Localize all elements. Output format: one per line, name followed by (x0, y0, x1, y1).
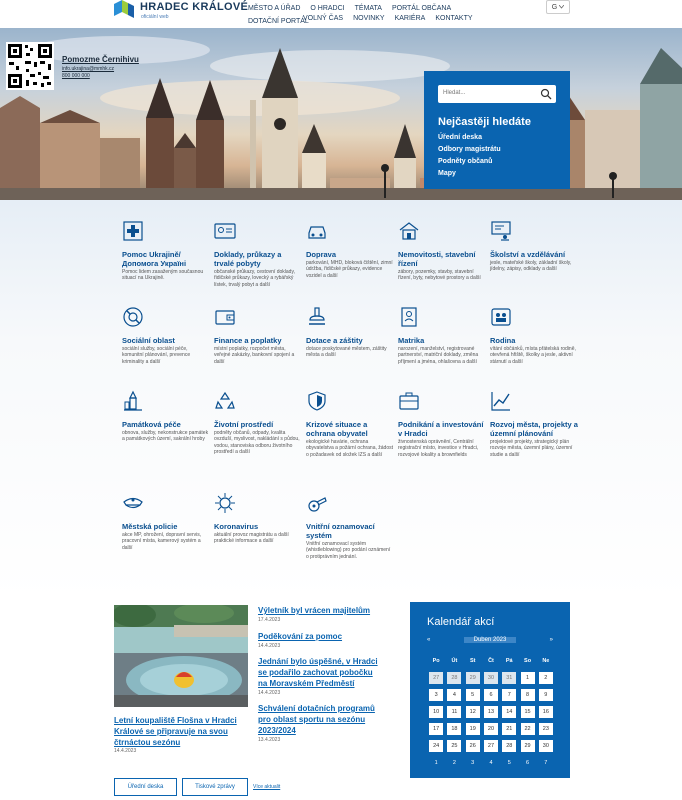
tile-description: dotace poskytované městem, záštity města a další (306, 346, 387, 359)
uredni-deska-button[interactable]: Úřední deska (114, 778, 177, 796)
news-item-title[interactable]: Výletník byl vrácen majitelům (258, 606, 371, 615)
calendar-day-cell[interactable] (464, 737, 482, 754)
calendar-day-cell[interactable] (537, 720, 555, 737)
calendar-day-cell[interactable] (500, 669, 518, 686)
lifebuoy-icon (122, 306, 144, 328)
calendar-week-row (427, 737, 555, 754)
tile-description: místní poplatky, rozpočet města, veřejné zakázky, bankovní spojení a další (214, 346, 295, 365)
help-ukraine-email[interactable]: info.ukrajina@mmhk.cz (62, 66, 115, 72)
calendar-weekday-row (427, 652, 555, 669)
panel-title: Nejčastěji hledáte (438, 116, 531, 128)
whistle-icon (306, 492, 328, 514)
tile-krizove-situace[interactable] (306, 390, 394, 458)
weekday-label: Út (451, 657, 458, 664)
main-news-date: 14.4.2023 (114, 748, 137, 754)
tile-title: Koronavirus (214, 522, 259, 531)
calendar-day-cell[interactable] (537, 686, 555, 703)
calendar-day-number: 29 (521, 740, 535, 752)
tile-description: sociální služby, sociální péče, komunitní plánování, prevence kriminality a další (122, 346, 191, 365)
more-news-link[interactable]: Více aktualit (253, 784, 281, 790)
news-item-date: 14.4.2023 (258, 690, 281, 696)
calendar-day-cell[interactable] (427, 737, 445, 754)
language-select[interactable] (546, 0, 570, 14)
calendar-day-cell[interactable] (464, 720, 482, 737)
qr-code-icon[interactable] (6, 42, 54, 90)
weekday-label: Po (432, 657, 440, 664)
news-item-title[interactable]: Schválení dotačních programů pro oblast sportu na sezónu 2023/2024 (258, 704, 375, 735)
calendar-day-number: 26 (466, 740, 480, 752)
calendar-day-number: 28 (447, 672, 461, 684)
news-item-date: 13.4.2023 (258, 737, 281, 743)
tile-vnitrni-oznamovaci-system[interactable] (306, 492, 394, 560)
calendar-day-cell[interactable] (482, 720, 500, 737)
calendar-day-number: 4 (447, 689, 461, 701)
nav-item-kariera[interactable]: KARIÉRA (394, 15, 426, 22)
calendar-day-number: 27 (484, 740, 498, 752)
tile-rodina[interactable] (490, 306, 578, 365)
help-ukraine-title[interactable]: Pomozme Černihivu (62, 55, 139, 64)
calendar-day-number: 3 (429, 689, 443, 701)
calendar-day-cell[interactable] (464, 686, 482, 703)
tile-nemovitosti[interactable] (398, 220, 486, 282)
stamp-icon (306, 306, 328, 328)
tile-finance[interactable] (214, 306, 302, 365)
calendar-day-cell[interactable] (445, 737, 463, 754)
main-news-image[interactable] (114, 605, 248, 707)
news-item-date: 17.4.2023 (258, 617, 281, 623)
calendar-day-cell[interactable] (537, 669, 555, 686)
tile-title: Doprava (306, 250, 337, 259)
calendar-day-number: 17 (429, 723, 443, 735)
chevron-down-icon (559, 5, 564, 9)
search-field[interactable] (438, 85, 556, 103)
language-select-label: G (551, 3, 558, 11)
search-panel (424, 71, 570, 189)
quick-link-odbory[interactable]: Odbory magistrátu (438, 146, 501, 153)
tile-title: Sociální oblast (122, 336, 175, 345)
tile-description: projektové projekty, strategický plán rozvoje města, územní plány, územní studie a další (490, 439, 573, 458)
calendar-day-number: 2 (539, 672, 553, 684)
calendar-day-number: 8 (521, 689, 535, 701)
chart-line-icon (490, 390, 512, 412)
events-calendar (410, 602, 570, 778)
calendar-day-cell[interactable] (500, 686, 518, 703)
weekday-label: Ne (542, 657, 550, 664)
calendar-day-cell[interactable] (518, 720, 536, 737)
calendar-grid (427, 652, 555, 771)
tile-description: Pomoc lidem zasaženým současnou situací na Ukrajině. (122, 269, 204, 282)
tile-description: podněty občanů, odpady, kvalita ovzduší, myslivost, nakládání s půdou, vodou, stanoviska odboru životního prostředí a další (214, 430, 300, 456)
tile-title: Rodina (490, 336, 516, 345)
tile-description: parkování, MHD, bloková čištění, zimní údržba, řidičské průkazy, evidence vozidel a další (306, 260, 393, 279)
tile-dotace[interactable] (306, 306, 394, 359)
calendar-day-cell[interactable] (518, 669, 536, 686)
calendar-day-cell[interactable] (427, 720, 445, 737)
calendar-day-number: 5 (507, 759, 511, 766)
news-item[interactable] (258, 605, 383, 623)
virus-icon (214, 492, 236, 514)
hero-banner (0, 28, 682, 200)
calendar-day-number: 28 (502, 740, 516, 752)
news-item-date: 14.4.2023 (258, 643, 281, 649)
calendar-week-row (427, 686, 555, 703)
calendar-day-cell[interactable] (518, 754, 536, 771)
calendar-day-cell[interactable] (482, 737, 500, 754)
tile-title: Krizové situace a ochrana obyvatel (306, 420, 368, 438)
tile-title: Městská policie (122, 522, 178, 531)
city-square-photo (0, 28, 682, 200)
calendar-day-cell[interactable] (537, 737, 555, 754)
calendar-day-number: 1 (434, 759, 438, 766)
tile-zivotni-prostredi[interactable] (214, 390, 302, 456)
search-placeholder: Hledat... (443, 90, 466, 96)
tile-description: akce MP, ohrožení, dopravní servis, pracovní místa, kamerový systém a další (122, 532, 202, 551)
weekday-label: Čt (488, 657, 494, 664)
calendar-day-number: 29 (466, 672, 480, 684)
calendar-week-row (427, 703, 555, 720)
tile-description: aktuální provoz magistrátu a další praktické informace a další (214, 532, 289, 545)
calendar-day-cell[interactable] (445, 754, 463, 771)
calendar-day-cell[interactable] (464, 703, 482, 720)
calendar-day-cell[interactable] (464, 754, 482, 771)
calendar-day-number: 15 (521, 706, 535, 718)
calendar-day-number: 9 (539, 689, 553, 701)
tile-description: jesle, mateřské školy, základní školy, jídelny, zápisy, odklady a další (490, 260, 572, 273)
tile-title: Finance a poplatky (214, 336, 282, 345)
calendar-day-cell[interactable] (445, 686, 463, 703)
logo-title: HRADEC KRÁLOVÉ (140, 1, 249, 13)
calendar-day-cell[interactable] (482, 754, 500, 771)
calendar-month-label: Duben 2023 (464, 637, 516, 643)
topic-tiles (0, 200, 682, 600)
tile-socialni-oblast[interactable] (122, 306, 210, 365)
calendar-day-number: 31 (502, 672, 516, 684)
calendar-day-cell[interactable] (445, 669, 463, 686)
tile-description: občanské průkazy, cestovní doklady, řidičské průkazy, lovecký a rybářský lístek, trvalý pobyt a další (214, 269, 295, 288)
calendar-day-cell[interactable] (445, 703, 463, 720)
tiskove-zpravy-button[interactable]: Tiskové zprávy (182, 778, 248, 796)
calendar-day-cell[interactable] (518, 737, 536, 754)
tile-pomoc-ukrajine[interactable] (122, 220, 210, 282)
tile-title: Vnitřní oznamovací systém (306, 522, 375, 540)
nav-item-temata[interactable]: TÉMATA (354, 5, 382, 12)
nav-item-o-hradci[interactable]: O HRADCI (310, 5, 345, 12)
calendar-week-row (427, 669, 555, 686)
weekday-label: St (469, 657, 476, 664)
calendar-day-cell[interactable] (518, 703, 536, 720)
logo-mark-icon (114, 0, 134, 18)
tile-title: Doklady, průkazy a trvalé pobyty (214, 250, 282, 268)
calendar-day-cell[interactable] (482, 703, 500, 720)
registry-book-icon (398, 306, 420, 328)
briefcase-icon (398, 390, 420, 412)
calendar-day-number: 6 (484, 689, 498, 701)
calendar-day-cell[interactable] (500, 754, 518, 771)
tile-rozvoj-mesta[interactable] (490, 390, 578, 458)
calendar-day-number: 25 (447, 740, 461, 752)
calendar-day-number: 4 (489, 759, 493, 766)
news-item-title[interactable]: Jednání bylo úspěšné, v Hradci se podařilo zachovat pobočku na Moravském Předměstí (258, 657, 378, 688)
calendar-day-cell[interactable] (464, 669, 482, 686)
medical-cross-icon (122, 220, 144, 242)
main-news-title[interactable]: Letní koupaliště Flošna v Hradci Králové se připravuje na svou čtrnáctou sezónu (114, 716, 237, 747)
family-icon (490, 306, 512, 328)
news-item-title[interactable]: Poděkování za pomoc (258, 632, 343, 641)
main-nav-row2 (303, 15, 483, 22)
nav-item-kontakty[interactable]: KONTAKTY (435, 15, 473, 22)
calendar-day-number: 13 (484, 706, 498, 718)
weekday-label: So (524, 657, 532, 664)
nav-item-novinky[interactable]: NOVINKY (353, 15, 385, 22)
calendar-day-number: 2 (452, 759, 456, 766)
tile-description: narození, manželství, registrované partnerství, matriční doklady, změna příjmení a jména, ohlašovna a další (398, 346, 479, 365)
tile-title: Nemovitosti, stavební řízení (398, 250, 476, 268)
tile-description: Vnitřní oznamovací systém (whistleblowing) pro podání oznámení o protiprávním jednání. (306, 541, 391, 560)
tile-title: Rozvoj města, projekty a územní plánování (490, 420, 578, 438)
tile-title: Dotace a záštity (306, 336, 363, 345)
police-cap-icon (122, 492, 144, 514)
calendar-day-number: 3 (471, 759, 475, 766)
site-logo[interactable] (114, 0, 249, 24)
tile-description: živnostenská oprávnění, Centrální registrační místo, investice v Hradci, rozvojové lokality a brownfields (398, 439, 479, 458)
calendar-day-cell[interactable] (500, 720, 518, 737)
tile-title: Školství a vzdělávání (490, 250, 566, 259)
calendar-nav (427, 637, 553, 647)
tile-description: vítání občánků, místa přátelská rodině, otevřená hřiště, školky a jesle, aktivní stárnutí a další (490, 346, 576, 365)
calendar-day-number: 24 (429, 740, 443, 752)
monument-icon (122, 390, 144, 412)
tile-skolstvi[interactable] (490, 220, 578, 273)
tile-podnikani[interactable] (398, 390, 486, 458)
shield-icon (306, 390, 328, 412)
calendar-day-number: 14 (502, 706, 516, 718)
weekday-label: Pá (505, 657, 513, 664)
calendar-title: Kalendář akcí (427, 616, 495, 628)
calendar-day-number: 30 (539, 740, 553, 752)
calendar-day-number: 23 (539, 723, 553, 735)
calendar-day-number: 10 (429, 706, 443, 718)
calendar-day-cell[interactable] (427, 754, 445, 771)
calendar-next-button[interactable]: » (549, 637, 553, 643)
calendar-day-cell[interactable] (537, 703, 555, 720)
site-header (0, 0, 682, 28)
tile-title: Památková péče (122, 420, 181, 429)
tile-koronavirus[interactable] (214, 492, 302, 545)
tile-title: Životní prostředí (214, 420, 274, 429)
tile-description: obnova, služby, nekonstrukce památek a památkových území, sakrální hroby (122, 430, 209, 443)
wallet-icon (214, 306, 236, 328)
calendar-day-cell[interactable] (427, 686, 445, 703)
tile-title: Matrika (398, 336, 425, 345)
calendar-day-cell[interactable] (427, 703, 445, 720)
calendar-day-number: 12 (466, 706, 480, 718)
calendar-day-number: 21 (502, 723, 516, 735)
calendar-week-row (427, 720, 555, 737)
calendar-day-cell[interactable] (537, 754, 555, 771)
calendar-day-number: 22 (521, 723, 535, 735)
tile-doklady[interactable] (214, 220, 302, 288)
tile-title: Pomoc Ukrajině/ Допомога Україні (122, 250, 187, 268)
calendar-day-number: 1 (521, 672, 535, 684)
calendar-day-cell[interactable] (482, 686, 500, 703)
calendar-day-number: 18 (447, 723, 461, 735)
calendar-day-number: 19 (466, 723, 480, 735)
calendar-day-number: 27 (429, 672, 443, 684)
car-icon (306, 220, 328, 242)
quick-link-mapy[interactable]: Mapy (438, 170, 456, 177)
quick-link-podnety[interactable]: Podněty občanů (438, 158, 493, 165)
help-ukraine-phone[interactable]: 800 000 000 (62, 73, 90, 79)
calendar-day-number: 30 (484, 672, 498, 684)
calendar-day-number: 20 (484, 723, 498, 735)
calendar-prev-button[interactable]: « (427, 637, 431, 643)
calendar-day-cell[interactable] (500, 703, 518, 720)
nav-item-dotacni-portal[interactable]: DOTAČNÍ PORTÁL (248, 18, 309, 25)
news-item[interactable] (258, 656, 383, 696)
calendar-day-number: 6 (526, 759, 530, 766)
tile-pamatkova-pece[interactable] (122, 390, 210, 443)
nav-item-mesto[interactable]: MĚSTO A ÚŘAD (248, 5, 301, 12)
swimming-pool-photo (114, 605, 248, 707)
teacher-icon (490, 220, 512, 242)
tile-description: zábory, pozemky, stavby, stavební řízení, byty, nebytové prostory a další (398, 269, 481, 282)
calendar-day-cell[interactable] (445, 720, 463, 737)
news-item[interactable] (258, 703, 383, 743)
search-icon[interactable] (540, 88, 552, 100)
calendar-day-number: 7 (502, 689, 516, 701)
nav-item-volny-cas[interactable]: VOLNÝ ČAS (303, 15, 344, 22)
news-item[interactable] (258, 631, 383, 649)
calendar-day-cell[interactable] (500, 737, 518, 754)
calendar-day-number: 7 (544, 759, 548, 766)
calendar-day-number: 5 (466, 689, 480, 701)
calendar-day-number: 16 (539, 706, 553, 718)
tile-description: ekologické havárie, ochrana obyvatelstva a požární ochrana, žádost o požadavek od složek IZS a další (306, 439, 393, 458)
logo-subtitle: oficiální web (141, 14, 169, 20)
house-icon (398, 220, 420, 242)
tile-mestska-policie[interactable] (122, 492, 210, 551)
recycle-icon (214, 390, 236, 412)
id-card-icon (214, 220, 236, 242)
calendar-week-row (427, 754, 555, 771)
calendar-day-number: 11 (447, 706, 461, 718)
tile-matrika[interactable] (398, 306, 486, 365)
calendar-day-cell[interactable] (518, 686, 536, 703)
calendar-day-cell[interactable] (482, 669, 500, 686)
nav-item-portal-obcana[interactable]: PORTÁL OBČANA (391, 5, 452, 12)
tile-doprava[interactable] (306, 220, 394, 279)
quick-link-uredni-deska[interactable]: Úřední deska (438, 134, 482, 141)
tile-title: Podnikání a investování v Hradci (398, 420, 484, 438)
calendar-day-cell[interactable] (427, 669, 445, 686)
